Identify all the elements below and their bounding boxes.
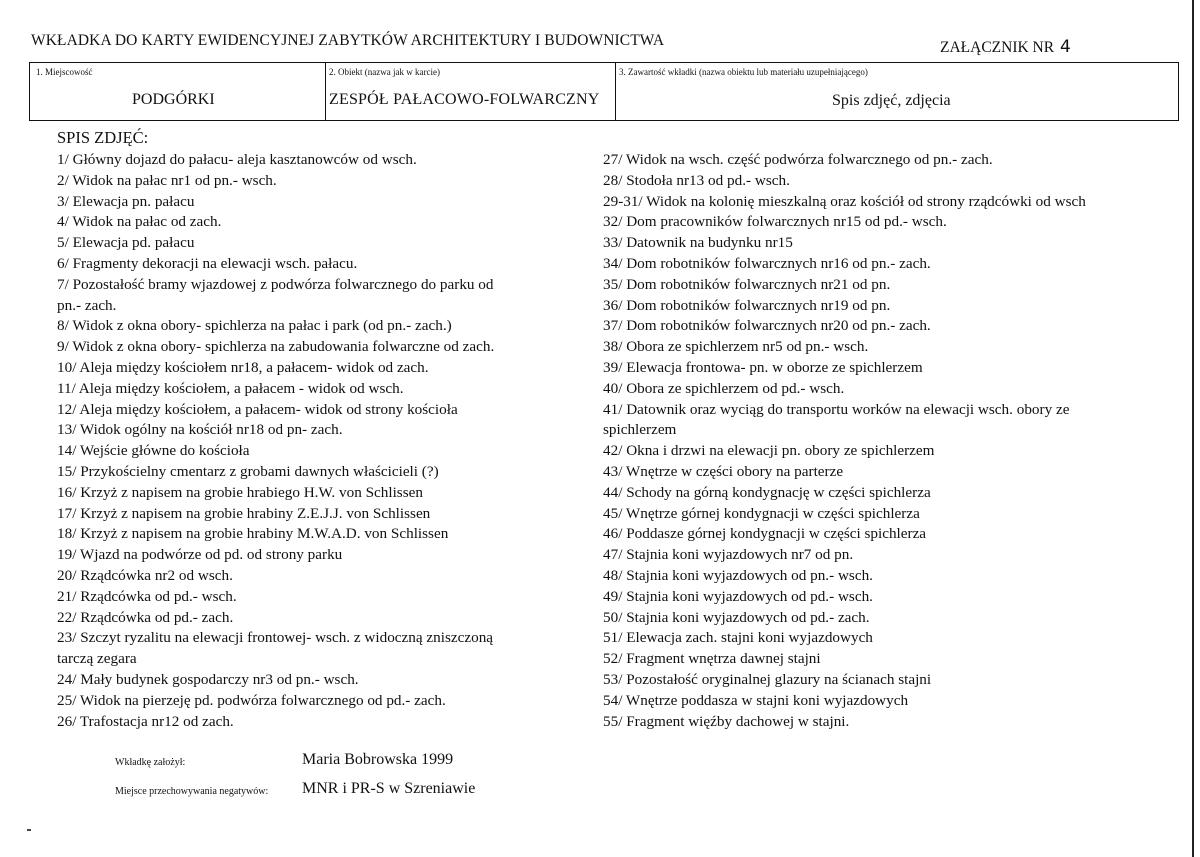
locality-label: 1. Miejscowość <box>36 67 93 77</box>
photo-list-item: 10/ Aleja między kościołem nr18, a pałacem- widok od zach. <box>57 358 429 376</box>
photo-list-item: 9/ Widok z okna obory- spichlerza na zabudowania folwarczne od zach. <box>57 338 495 356</box>
photo-list-item: 49/ Stajnia koni wyjazdowych od pd.- wsch. <box>603 587 873 605</box>
photo-list-item: 36/ Dom robotników folwarcznych nr19 od pn. <box>603 296 891 314</box>
content-label: 3. Zawartość wkładki (nazwa obiektu lub materiału uzupełniającego) <box>619 67 868 77</box>
scan-mark <box>27 829 31 831</box>
photo-list-item: 38/ Obora ze spichlerzem nr5 od pn.- wsch. <box>603 338 869 356</box>
photo-list-item: 14/ Wejście główne do kościoła <box>57 442 250 460</box>
photo-list-item: 48/ Stajnia koni wyjazdowych od pn.- wsch. <box>603 566 873 584</box>
locality-value: PODGÓRKI <box>132 91 215 108</box>
photo-list-item: 8/ Widok z okna obory- spichlerza na pałac i park (od pn.- zach.) <box>57 317 452 335</box>
photo-list-item: pn.- zach. <box>57 296 117 314</box>
photo-list-item: 12/ Aleja między kościołem, a pałacem- widok od strony kościoła <box>57 400 458 418</box>
photo-list-item: 50/ Stajnia koni wyjazdowych od pd.- zach. <box>603 608 870 626</box>
photo-list-item: 2/ Widok na pałac nr1 od pn.- wsch. <box>57 171 277 189</box>
photo-list-item: 13/ Widok ogólny na kościół nr18 od pn- zach. <box>57 421 343 439</box>
photo-list-item: 53/ Pozostałość oryginalnej glazury na ścianach stajni <box>603 670 932 688</box>
photo-list-item: 29-31/ Widok na kolonię mieszkalną oraz kościół od strony rządcówki od wsch <box>603 192 1086 210</box>
photo-list-item: 46/ Poddasze górnej kondygnacji w części spichlerza <box>603 525 927 543</box>
photo-list-item: 35/ Dom robotników folwarcznych nr21 od pn. <box>603 275 891 293</box>
photo-list-item: 20/ Rządcówka nr2 od wsch. <box>57 566 233 584</box>
photo-list-item: 51/ Elewacja zach. stajni koni wyjazdowych <box>603 629 873 647</box>
photo-list-item: spichlerzem <box>603 421 677 439</box>
photo-list-item: 7/ Pozostałość bramy wjazdowej z podwórza folwarcznego do parku od <box>57 275 494 293</box>
photo-list-item: 40/ Obora ze spichlerzem od pd.- wsch. <box>603 379 845 397</box>
header-fields-table <box>29 62 1179 121</box>
photo-list-item: 33/ Datownik na budynku nr15 <box>603 234 793 252</box>
attachment-number <box>940 37 1071 57</box>
author-value: Maria Bobrowska 1999 <box>302 751 454 768</box>
content-value: Spis zdjęć, zdjęcia <box>832 92 951 109</box>
photo-list-item: 17/ Krzyż z napisem na grobie hrabiny Z.E.J.J. von Schlissen <box>57 504 431 522</box>
photo-list-item: 23/ Szczyt ryzalitu na elewacji frontowej- wsch. z widoczną zniszczoną <box>57 629 494 647</box>
photo-list-item: 42/ Okna i drzwi na elewacji pn. obory ze spichlerzem <box>603 442 935 460</box>
photo-list-item: 37/ Dom robotników folwarcznych nr20 od pn.- zach. <box>603 317 931 335</box>
object-label: 2. Obiekt (nazwa jak w karcie) <box>329 67 440 77</box>
object-cell <box>325 63 615 120</box>
locality-cell <box>30 63 325 120</box>
photo-list-item: 52/ Fragment wnętrza dawnej stajni <box>603 650 821 668</box>
photo-list-item: 19/ Wjazd na podwórze od pd. od strony parku <box>57 546 343 564</box>
photo-list-item: 47/ Stajnia koni wyjazdowych nr7 od pn. <box>603 546 854 564</box>
photo-list-title: SPIS ZDJĘĆ: <box>57 128 149 147</box>
document-title: WKŁADKA DO KARTY EWIDENCYJNEJ ZABYTKÓW ARCHITEKTURY I BUDOWNICTWA <box>31 32 665 49</box>
page-edge-line <box>1192 0 1194 857</box>
photo-list-item: 18/ Krzyż z napisem na grobie hrabiny M.W.A.D. von Schlissen <box>57 525 449 543</box>
photo-list-item: 21/ Rządcówka od pd.- wsch. <box>57 587 237 605</box>
photo-list-item: 28/ Stodoła nr13 od pd.- wsch. <box>603 171 790 189</box>
photo-list-item: 3/ Elewacja pn. pałacu <box>57 192 195 210</box>
photo-list-item: 45/ Wnętrze górnej kondygnacji w części spichlerza <box>603 504 920 522</box>
object-value: ZESPÓŁ PAŁACOWO-FOLWARCZNY <box>329 91 600 108</box>
photo-list-item: 24/ Mały budynek gospodarczy nr3 od pn.- wsch. <box>57 670 359 688</box>
photo-list-item: 41/ Datownik oraz wyciąg do transportu worków na elewacji wsch. obory ze <box>603 400 1070 418</box>
attachment-label: ZAŁĄCZNIK NR <box>940 39 1055 56</box>
photo-list-left-column <box>57 150 567 732</box>
photo-list-item: 4/ Widok na pałac od zach. <box>57 213 222 231</box>
attachment-number-handwritten: 4 <box>1059 37 1071 57</box>
photo-list-item: 34/ Dom robotników folwarcznych nr16 od pn.- zach. <box>603 254 931 272</box>
photo-list-item: 26/ Trafostacja nr12 od zach. <box>57 712 234 730</box>
photo-list-item: 32/ Dom pracowników folwarcznych nr15 od pd.- wsch. <box>603 213 947 231</box>
photo-list-item: 11/ Aleja między kościołem, a pałacem - widok od wsch. <box>57 379 404 397</box>
photo-list-item: 44/ Schody na górną kondygnację w części spichlerza <box>603 483 931 501</box>
photo-list-item: 6/ Fragmenty dekoracji na elewacji wsch. pałacu. <box>57 254 358 272</box>
photo-list-item: 15/ Przykościelny cmentarz z grobami dawnych właścicieli (?) <box>57 462 439 480</box>
photo-list-item: 16/ Krzyż z napisem na grobie hrabiego H.W. von Schlissen <box>57 483 423 501</box>
photo-list-item: 39/ Elewacja frontowa- pn. w oborze ze spichlerzem <box>603 358 923 376</box>
photo-list-item: 55/ Fragment więźby dachowej w stajni. <box>603 712 850 730</box>
photo-list-item: 54/ Wnętrze poddasza w stajni koni wyjazdowych <box>603 691 909 709</box>
photo-list-item: 5/ Elewacja pd. pałacu <box>57 234 195 252</box>
storage-label: Miejsce przechowywania negatywów: <box>115 786 269 797</box>
photo-list-item: 43/ Wnętrze w części obory na parterze <box>603 462 844 480</box>
photo-list-right-column <box>603 150 1178 732</box>
photo-list-item: 27/ Widok na wsch. część podwórza folwarcznego od pn.- zach. <box>603 151 993 168</box>
photo-list-item: 25/ Widok na pierzeję pd. podwórza folwarcznego od pd.- zach. <box>57 691 446 709</box>
content-cell <box>615 63 1178 120</box>
storage-value: MNR i PR-S w Szreniawie <box>302 780 476 797</box>
photo-list-item: 1/ Główny dojazd do pałacu- aleja kasztanowców od wsch. <box>57 151 417 168</box>
photo-list-item: tarczą zegara <box>57 650 137 668</box>
author-label: Wkładkę założył: <box>115 757 186 768</box>
photo-list-item: 22/ Rządcówka od pd.- zach. <box>57 608 234 626</box>
